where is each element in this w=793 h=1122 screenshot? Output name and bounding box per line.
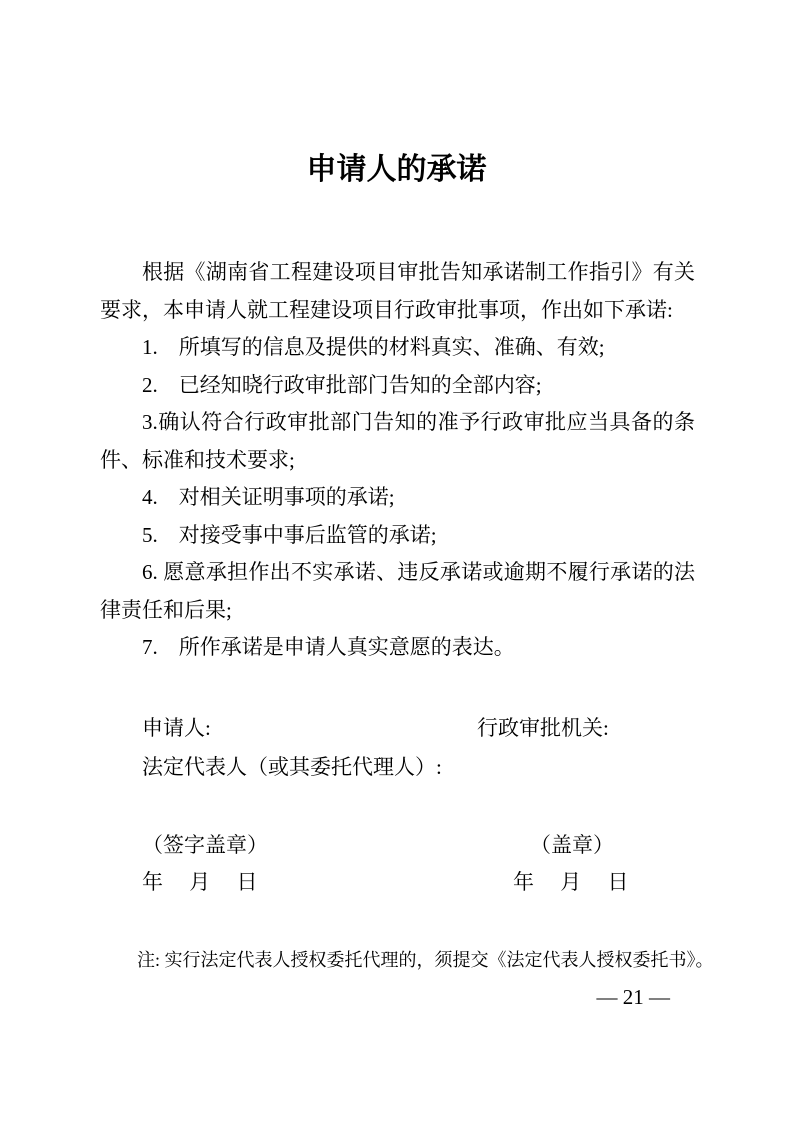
legal-rep-label: 法定代表人（或其委托代理人）: [142,755,442,779]
seal-label: （盖章） [530,832,614,857]
commitment-item-4: 4. 对相关证明事项的承诺; [142,485,395,509]
signature-row-dates [100,864,695,902]
commitment-item-6: 6. 愿意承担作出不实承诺、违反承诺或逾期不履行承诺的法律责任和后果; [100,560,695,622]
commitment-item-3: 3.确认符合行政审批部门告知的准予行政审批应当具备的条件、标准和技术要求; [100,410,695,472]
commitment-item-2: 2. 已经知晓行政审批部门告知的全部内容; [142,372,542,397]
page-number: — 21 — [596,985,670,1009]
authority-label: 行政审批机关: [477,715,609,740]
date-left-label: 年 月 日 [142,870,258,894]
signature-row-seals [100,827,695,865]
signature-row-parties [100,710,695,748]
page-title: 申请人的承诺 [306,153,487,186]
applicant-label: 申请人: [142,715,211,740]
commitment-item-5: 5. 对接受事中事后监管的承诺; [142,522,437,547]
signature-section [100,710,695,902]
intro-paragraph: 根据《湖南省工程建设项目审批告知承诺制工作指引》有关要求，本申请人就工程建设项目行政审批事项，作出如下承诺: [100,260,695,322]
footnote: 注: 实行法定代表人授权委托代理的，须提交《法定代表人授权委托书》。 [137,949,714,970]
commitment-item-1: 1. 所填写的信息及提供的材料真实、准确、有效; [142,335,605,359]
date-right-label: 年 月 日 [513,870,629,894]
sign-seal-label: （签字盖章） [142,832,268,857]
commitment-body [100,254,695,667]
commitment-item-7: 7. 所作承诺是申请人真实意愿的表达。 [142,635,515,659]
